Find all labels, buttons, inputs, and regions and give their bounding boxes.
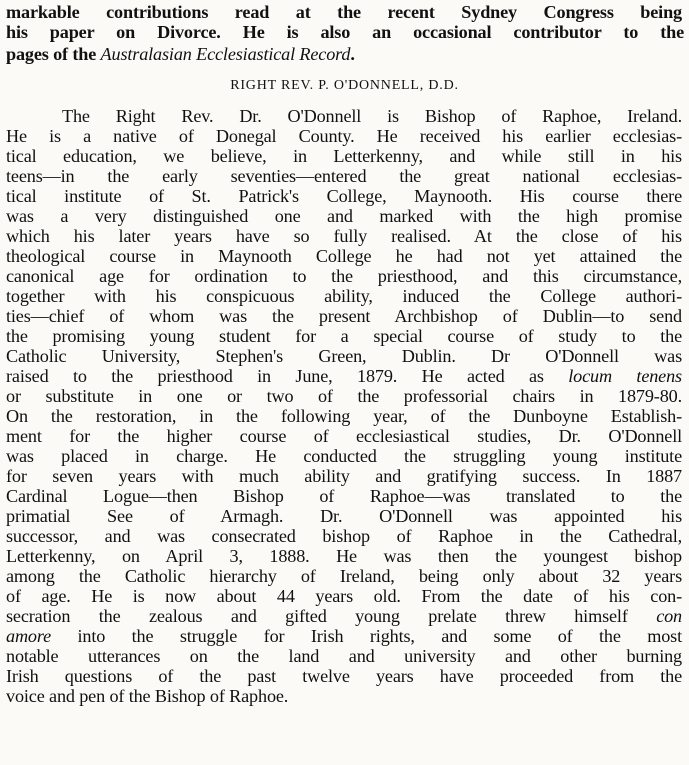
body-line-27-text: into the struggle for Irish rights, and some of the most [51, 626, 682, 646]
body-line-21: primatial See of Armagh. Dr. O'Donnell was appointed his [6, 506, 682, 526]
body-line-24: among the Catholic hierarchy of Ireland, being only about 32 years [6, 566, 682, 586]
intro-line-3-suffix: . [350, 44, 355, 64]
amore-italic: amore [6, 626, 52, 646]
body-line-6: was a very distinguished one and marked with the high promise [6, 206, 682, 226]
body-line-16: On the restoration, in the following year, of the Dunboyne Establish- [6, 406, 682, 426]
intro-line-3 [6, 44, 355, 64]
body-line-3: tical education, we believe, in Letterkenny, and while still in his [6, 146, 682, 166]
locum-tenens-italic: locum tenens [568, 366, 682, 386]
body-line-27 [6, 626, 682, 646]
body-line-23: Letterkenny, on April 3, 1888. He was then the youngest bishop [6, 546, 682, 566]
body-line-14 [6, 366, 682, 386]
intro-line-2: his paper on Divorce. He is also an occasional contributor to the [6, 22, 684, 42]
body-line-10: together with his conspicuous ability, induced the College authori- [6, 286, 682, 306]
body-line-8: theological course in Maynooth College he had not yet attained the [6, 246, 682, 266]
body-line-30: voice and pen of the Bishop of Raphoe. [6, 686, 289, 706]
body-line-5: tical institute of St. Patrick's College, Maynooth. His course there [6, 186, 682, 206]
body-line-2: He is a native of Donegal County. He received his earlier ecclesias- [6, 126, 682, 146]
body-line-28: notable utterances on the land and university and other burning [6, 646, 682, 666]
body-line-19: for seven years with much ability and gratifying success. In 1887 [6, 466, 682, 486]
con-italic: con [656, 606, 682, 626]
body-line-7: which his later years have so fully realised. At the close of his [6, 226, 682, 246]
body-line-1: The Right Rev. Dr. O'Donnell is Bishop of Raphoe, Ireland. [62, 106, 682, 126]
body-line-11: ties—chief of whom was the present Archbishop of Dublin—to send [6, 306, 682, 326]
body-line-22: successor, and was consecrated bishop of Raphoe in the Cathedral, [6, 526, 682, 546]
body-line-26 [6, 606, 682, 626]
publication-title: Australasian Ecclesiastical Record [100, 44, 351, 64]
body-line-26-text: secration the zealous and gifted young prelate threw himself [6, 606, 628, 626]
body-line-25: of age. He is now about 44 years old. From the date of his con- [6, 586, 682, 606]
body-line-15: or substitute in one or two of the professorial chairs in 1879-80. [6, 386, 682, 406]
body-line-18: was placed in charge. He conducted the struggling young institute [6, 446, 682, 466]
body-line-13: Catholic University, Stephen's Green, Dublin. Dr O'Donnell was [6, 346, 682, 366]
intro-line-3-prefix: pages of the [6, 44, 101, 64]
body-line-9: canonical age for ordination to the priesthood, and this circumstance, [6, 266, 682, 286]
body-line-29: Irish questions of the past twelve years have proceeded from the [6, 666, 682, 686]
intro-line-1: markable contributions read at the recent Sydney Congress being [6, 2, 682, 22]
body-line-12: the promising young student for a special course of study to the [6, 326, 682, 346]
body-line-14-text: raised to the priesthood in June, 1879. He acted as [6, 366, 544, 386]
body-line-20: Cardinal Logue—then Bishop of Raphoe—was translated to the [6, 486, 682, 506]
body-line-17: ment for the higher course of ecclesiastical studies, Dr. O'Donnell [6, 426, 682, 446]
section-heading: RIGHT REV. P. O'DONNELL, D.D. [230, 78, 459, 93]
body-line-4: teens—in the early seventies—entered the great national ecclesias- [6, 166, 682, 186]
